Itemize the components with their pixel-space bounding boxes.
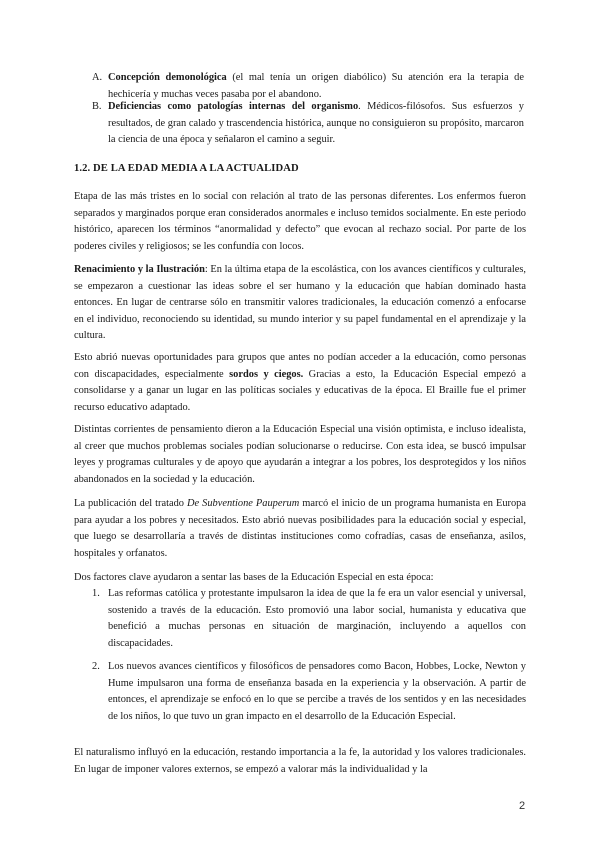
paragraph-text: Gracias a esto, la Educación Especial empezó a consolidarse y a ganar un lugar en las políticas sociales y educativas de la época. El Braille fue el primer recurso educativo adaptado.	[74, 368, 526, 413]
list-item-body: Los nuevos avances científicos y filosóficos de pensadores como Bacon, Hobbes, Locke, Newton y Hume impulsaron una forma de enseñanza basada en la experiencia y la observación. A partir de entonces, el aprendizaje se enfocó en lo que se percibe a través de los sentidos y en las necesidades de los niños, lo que tuvo un gran impacto en el desarrollo de la Educación Especial.	[108, 661, 526, 722]
list-marker: B.	[92, 101, 102, 112]
list-item-text: . Médicos-filósofos. Sus esfuerzos y resultados, de gran calado y trascendencia histórica, aunque no consiguieron su propósito, marcaron la ciencia de una época y señalaron el camino a seguir.	[108, 101, 524, 146]
list-marker: 2.	[92, 661, 100, 672]
list-marker: 1.	[92, 588, 100, 599]
list-item-body	[108, 99, 524, 149]
paragraph-1: Etapa de las más tristes en lo social con relación al trato de las personas diferentes. Los enfermos fueron separados y marginados porque eran considerados anormales e incluso temidos socialmente. En este periodo histórico, aparecen los términos “anormalidad y defecto” que evocan al rechazo social. Por parte de los poderes civiles y religiosos; se les confundía con locos.	[74, 191, 526, 252]
list-item-text: (el mal tenía un origen diabólico) Su atención era la terapia de hechicería y muchas veces pasaba por el abandono.	[108, 72, 524, 100]
paragraph-text: Esto abrió nuevas oportunidades para grupos que antes no podían acceder a la educación, como personas con discapacidades, especialmente	[74, 352, 526, 380]
bold-term: sordos y ciegos.	[229, 368, 304, 380]
paragraph-3	[74, 350, 526, 416]
paragraph-text: marcó el inicio de un programa humanista en Europa para ayudar a los pobres y necesitados. Esto abrió nuevas posibilidades para la educación social y especial, que luego se desarrollaría a través de distintas instituciones como cofradías, casas de enseñanza, asilos, hospitales y orfanatos.	[74, 498, 526, 559]
bold-term: Renacimiento y la Ilustración	[74, 264, 205, 275]
list-marker: A.	[92, 72, 103, 83]
paragraph-6: Dos factores clave ayudaron a sentar las bases de la Educación Especial en esta época:	[74, 572, 434, 583]
section-heading: 1.2. DE LA EDAD MEDIA A LA ACTUALIDAD	[74, 163, 299, 174]
paragraph-7: El naturalismo influyó en la educación, restando importancia a la fe, la autoridad y los valores tradicionales. En lugar de imponer valores externos, se empezó a valorar más la individualidad y la	[74, 747, 526, 775]
italic-title: De Subventione Pauperum	[187, 498, 300, 509]
paragraph-4: Distintas corrientes de pensamiento dieron a la Educación Especial una visión optimista, e incluso idealista, al creer que muchos problemas sociales podían solucionarse o reducirse. Con esta idea, se buscó impulsar leyes y programas culturales y de apoyo que ayudarán a integrar a los pobres, los desprotegidos y los niños abandonados en la sociedad y la educación.	[74, 424, 526, 485]
bold-term: Deficiencias como patologías internas del organismo	[108, 101, 359, 112]
page-number: 2	[519, 800, 526, 812]
list-item-body: Las reformas católica y protestante impulsaron la idea de que la fe era un valor esencial y universal, sostenido a través de la educación. Esto promovió una labor social, humanista y educativa que benefició a muchas personas en situación de marginación, incluyendo a aquellos con discapacidades.	[108, 588, 526, 649]
bold-term: Concepción demonológica	[108, 72, 227, 83]
paragraph-text: La publicación del tratado	[74, 498, 188, 509]
paragraph-text: : En la última etapa de la escolástica, con los avances científicos y culturales, se empezaron a cuestionar las ideas sobre el ser humano y la educación que habían dominado hasta entonces. En lugar de centrarse sólo en transmitir valores tradicionales, la educación comenzó a enfocarse en el individuo, reconociendo su identidad, su mundo interior y su papel fundamental en el aprendizaje y la cultura.	[74, 264, 526, 342]
paragraph-5	[74, 496, 526, 562]
paragraph-2	[74, 262, 526, 345]
